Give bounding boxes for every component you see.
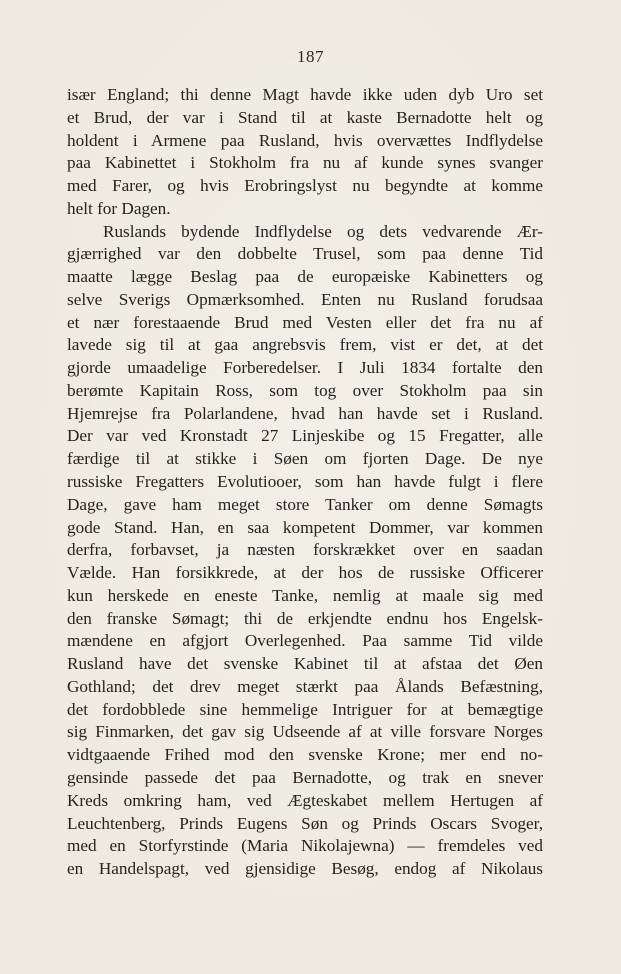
text-line: et Brud, der var i Stand til at kaste Bernadotte helt og [67,107,543,127]
text-line: Ruslands bydende Indflydelse og dets vedvarende Ær- [103,221,543,241]
text-line: kun herskede en eneste Tanke, nemlig at maale sig med [67,585,543,605]
text-line: helt for Dagen. [67,198,171,218]
text-line: med Farer, og hvis Erobringslyst nu begyndte at komme [67,176,543,196]
text-line: Gothland; det drev meget stærkt paa Ålands Befæstning, [67,676,543,696]
text-line: gode Stand. Han, en saa kompetent Dommer, var kommen [67,517,543,537]
text-line: sig Finmarken, det gav sig Udseende af at ville forsvare Norges [67,722,543,742]
text-line: berømte Kapitain Ross, som tog over Stokholm paa sin [67,380,543,400]
text-line: selve Sverigs Opmærksomhed. Enten nu Rusland forudsaa [67,289,543,309]
text-line: gjorde umaadelige Forberedelser. I Juli 1834 fortalte den [67,358,543,378]
text-line: den franske Sømagt; thi de erkjendte endnu hos Engelsk- [67,608,543,628]
text-line: især England; thi denne Magt havde ikke uden dyb Uro set [67,85,543,104]
text-line: færdige til at stikke i Søen om fjorten Dage. De nye [67,449,543,469]
text-line: vidtgaaende Frihed mod den svenske Krone; mer end no- [67,745,543,765]
text-line: maatte lægge Beslag paa de europæiske Kabinetters og [67,267,543,287]
text-line: lavede sig til at gaa angrebsvis frem, vist er det, at det [67,335,543,355]
text-line: med en Storfyrstinde (Maria Nikolajewna) — fremdeles ved [67,836,543,856]
text-line: en Handelspagt, ved gjensidige Besøg, endog af Nikolaus [67,859,543,879]
text-line: gjærrighed var den dobbelte Trusel, som paa denne Tid [67,244,543,264]
text-line: holdent i Armene paa Rusland, hvis overvættes Indflydelse [67,130,543,150]
text-line: russiske Fregatters Evolutiooer, som han havde fulgt i flere [67,472,543,492]
text-line: Der var ved Kronstadt 27 Linjeskibe og 15 Fregatter, alle [67,426,543,446]
text-line: et nær forestaaende Brud med Vesten eller det fra nu af [67,312,543,332]
page-number: 187 [297,47,324,66]
text-line: Vælde. Han forsikkrede, at der hos de russiske Officerer [67,563,543,583]
text-line: Kreds omkring ham, ved Ægteskabet mellem Hertugen af [67,790,543,810]
text-line: Hjemrejse fra Polarlandene, hvad han havde set i Rusland. [67,403,543,423]
text-line: derfra, forbavset, ja næsten forskrækket over en saadan [67,540,543,560]
text-line: gensinde passede det paa Bernadotte, og trak en snever [67,767,543,787]
text-line: mændene en afgjort Overlegenhed. Paa samme Tid vilde [67,631,543,651]
text-line: det fordobblede sine hemmelige Intriguer for at bemægtige [67,699,543,719]
text-line: Leuchtenberg, Prinds Eugens Søn og Prinds Oscars Svoger, [67,813,543,833]
body-text [67,84,543,881]
text-line: paa Kabinettet i Stokholm fra nu af kunde synes svanger [67,153,543,173]
text-line: Rusland have det svenske Kabinet til at afstaa det Øen [67,654,543,674]
text-line: Dage, gave ham meget store Tanker om denne Sømagts [67,494,543,514]
